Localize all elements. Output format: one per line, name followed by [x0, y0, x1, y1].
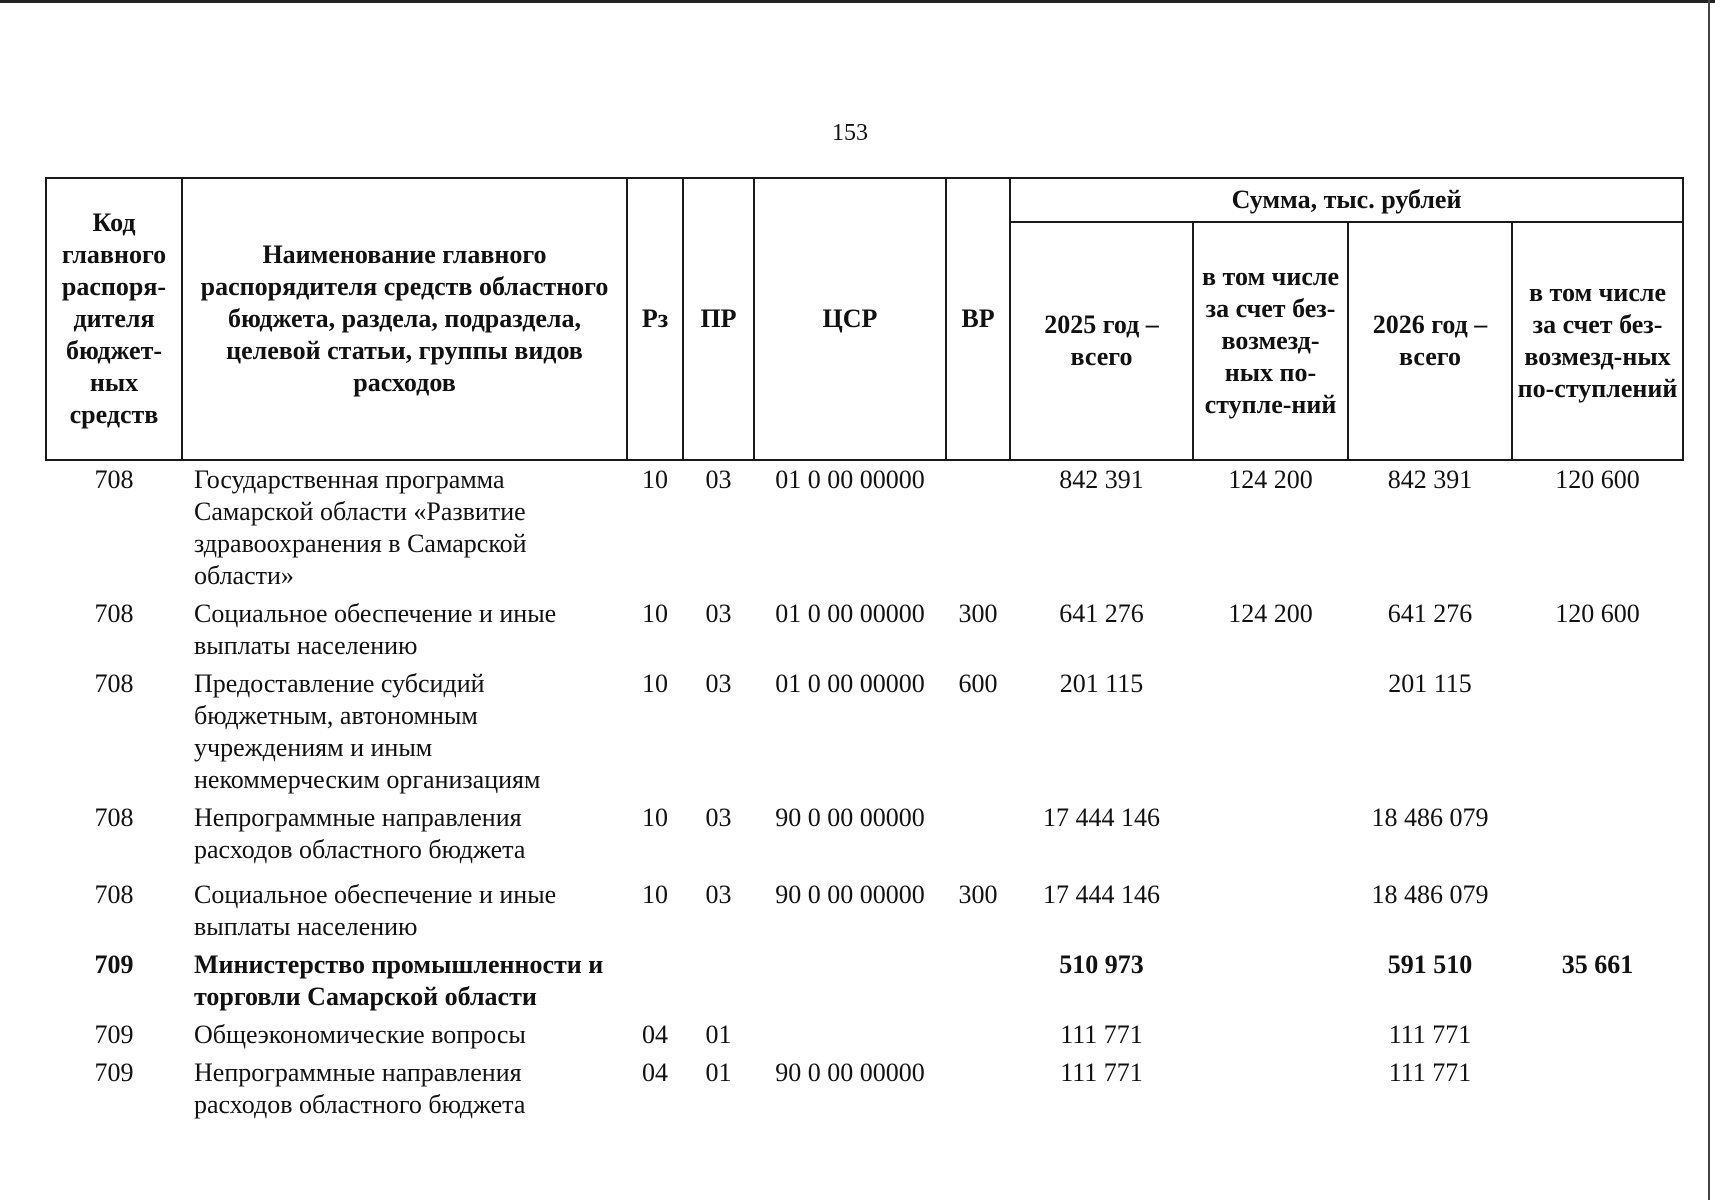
cell-pr: 01: [705, 1058, 732, 1087]
table-row: [46, 946, 1683, 1016]
header-2026-free: в том числе за счет без-возмезд-ных по-ступлений: [1512, 222, 1683, 460]
cell-code: 708: [94, 880, 134, 909]
cell-csr: [754, 946, 946, 1016]
cell-2025-free: 124 200: [1228, 465, 1313, 494]
cell-vr: 600: [958, 669, 998, 698]
cell-pr: 01: [705, 1020, 732, 1049]
cell-code: 709: [94, 1058, 134, 1087]
cell-2025-total: 17 444 146: [1043, 803, 1160, 832]
cell-csr: 90 0 00 00000: [775, 880, 925, 909]
table-header: [46, 178, 1683, 460]
table-row: [46, 665, 1683, 799]
cell-vr: [946, 946, 1010, 1016]
cell-vr: [946, 1054, 1010, 1124]
table-row: [46, 595, 1683, 665]
cell-2025-total: 842 391: [1059, 465, 1144, 494]
cell-2026-free: [1512, 799, 1683, 869]
cell-2025-total: 17 444 146: [1043, 880, 1160, 909]
cell-rz: [627, 946, 683, 1016]
page-number: 153: [832, 120, 868, 146]
budget-table: [45, 177, 1684, 1124]
cell-pr: [683, 946, 754, 1016]
cell-2025-free: [1193, 1016, 1348, 1054]
cell-name: Предоставление субсидий бюджетным, автономным учреждениям и иным некоммерческим организациям: [194, 669, 541, 794]
table-body: [46, 460, 1683, 1124]
cell-vr: [946, 1016, 1010, 1054]
cell-csr: 01 0 00 00000: [775, 465, 925, 494]
cell-pr: 03: [705, 669, 732, 698]
cell-name: Государственная программа Самарской области «Развитие здравоохранения в Самарской области»: [194, 465, 527, 590]
table-row: [46, 799, 1683, 869]
cell-name: Непрограммные направления расходов областного бюджета: [194, 803, 526, 864]
cell-code: 708: [94, 669, 134, 698]
cell-code: 709: [94, 950, 134, 979]
table-row: [46, 1016, 1683, 1054]
cell-name: Общеэкономические вопросы: [194, 1020, 526, 1049]
header-name: Наименование главного распорядителя средств областного бюджета, раздела, подраздела, целевой статьи, группы видов расходов: [182, 178, 627, 460]
cell-csr: 01 0 00 00000: [775, 669, 925, 698]
cell-csr: [754, 1016, 946, 1054]
cell-rz: 04: [642, 1058, 668, 1087]
cell-2026-total: 641 276: [1387, 599, 1473, 628]
header-2025-total: 2025 год – всего: [1010, 222, 1193, 460]
cell-2025-free: [1193, 799, 1348, 869]
cell-2025-total: 201 115: [1059, 669, 1144, 698]
cell-csr: 01 0 00 00000: [775, 599, 925, 628]
cell-2026-total: 842 391: [1387, 465, 1473, 494]
table-row: [46, 869, 1683, 946]
header-code: Код главного распоря-дителя бюджет-ных средств: [46, 178, 182, 460]
cell-2026-free: 120 600: [1555, 599, 1640, 628]
header-vr: ВР: [946, 178, 1010, 460]
header-2025-free: в том числе за счет без-возмезд-ных по-ступле-ний: [1193, 222, 1348, 460]
cell-2025-total: 641 276: [1059, 599, 1144, 628]
right-border-line: [1708, 0, 1710, 1200]
cell-2026-free: 35 661: [1561, 950, 1634, 979]
cell-2026-free: [1512, 665, 1683, 799]
table-row: [46, 1054, 1683, 1124]
top-border-line: [0, 0, 1715, 3]
cell-code: 708: [94, 599, 134, 628]
cell-name: Министерство промышленности и торговли Самарской области: [194, 950, 604, 1011]
cell-2025-total: 111 771: [1060, 1020, 1143, 1049]
cell-2026-free: [1512, 1016, 1683, 1054]
cell-2026-free: 120 600: [1555, 465, 1640, 494]
cell-2026-free: [1512, 1054, 1683, 1124]
cell-rz: 10: [642, 880, 668, 909]
cell-2026-total: 591 510: [1387, 950, 1473, 979]
cell-code: 708: [94, 465, 134, 494]
cell-vr: [946, 799, 1010, 869]
header-pr: ПР: [683, 178, 754, 460]
cell-2025-total: 111 771: [1060, 1058, 1143, 1087]
cell-rz: 10: [642, 669, 668, 698]
cell-rz: 10: [642, 599, 668, 628]
cell-vr: [946, 460, 1010, 595]
header-2026-total: 2026 год – всего: [1348, 222, 1512, 460]
header-csr: ЦСР: [754, 178, 946, 460]
cell-name: Социальное обеспечение и иные выплаты населению: [194, 599, 557, 660]
cell-2025-free: [1193, 665, 1348, 799]
cell-2026-total: 18 486 079: [1371, 880, 1489, 909]
cell-pr: 03: [705, 803, 732, 832]
cell-2025-free: [1193, 946, 1348, 1016]
header-rz: Рз: [627, 178, 683, 460]
cell-csr: 90 0 00 00000: [775, 1058, 925, 1087]
table-row: [46, 460, 1683, 595]
cell-name: Непрограммные направления расходов областного бюджета: [194, 1058, 526, 1119]
cell-pr: 03: [705, 880, 732, 909]
cell-csr: 90 0 00 00000: [775, 803, 925, 832]
cell-2026-total: 111 771: [1388, 1020, 1472, 1049]
cell-vr: 300: [958, 599, 998, 628]
cell-pr: 03: [705, 465, 732, 494]
cell-2026-total: 201 115: [1388, 669, 1472, 698]
cell-pr: 03: [705, 599, 732, 628]
cell-vr: 300: [958, 880, 998, 909]
cell-code: 708: [94, 803, 134, 832]
cell-2025-free: 124 200: [1228, 599, 1313, 628]
cell-2026-total: 18 486 079: [1371, 803, 1489, 832]
cell-2026-total: 111 771: [1388, 1058, 1472, 1087]
header-sum: Сумма, тыс. рублей: [1010, 178, 1683, 222]
cell-name: Социальное обеспечение и иные выплаты населению: [194, 880, 557, 941]
cell-rz: 04: [642, 1020, 668, 1049]
cell-2026-free: [1512, 869, 1683, 946]
cell-2025-total: 510 973: [1059, 950, 1144, 979]
cell-2025-free: [1193, 1054, 1348, 1124]
cell-rz: 10: [642, 465, 668, 494]
cell-2025-free: [1193, 869, 1348, 946]
cell-rz: 10: [642, 803, 668, 832]
cell-code: 709: [94, 1020, 134, 1049]
